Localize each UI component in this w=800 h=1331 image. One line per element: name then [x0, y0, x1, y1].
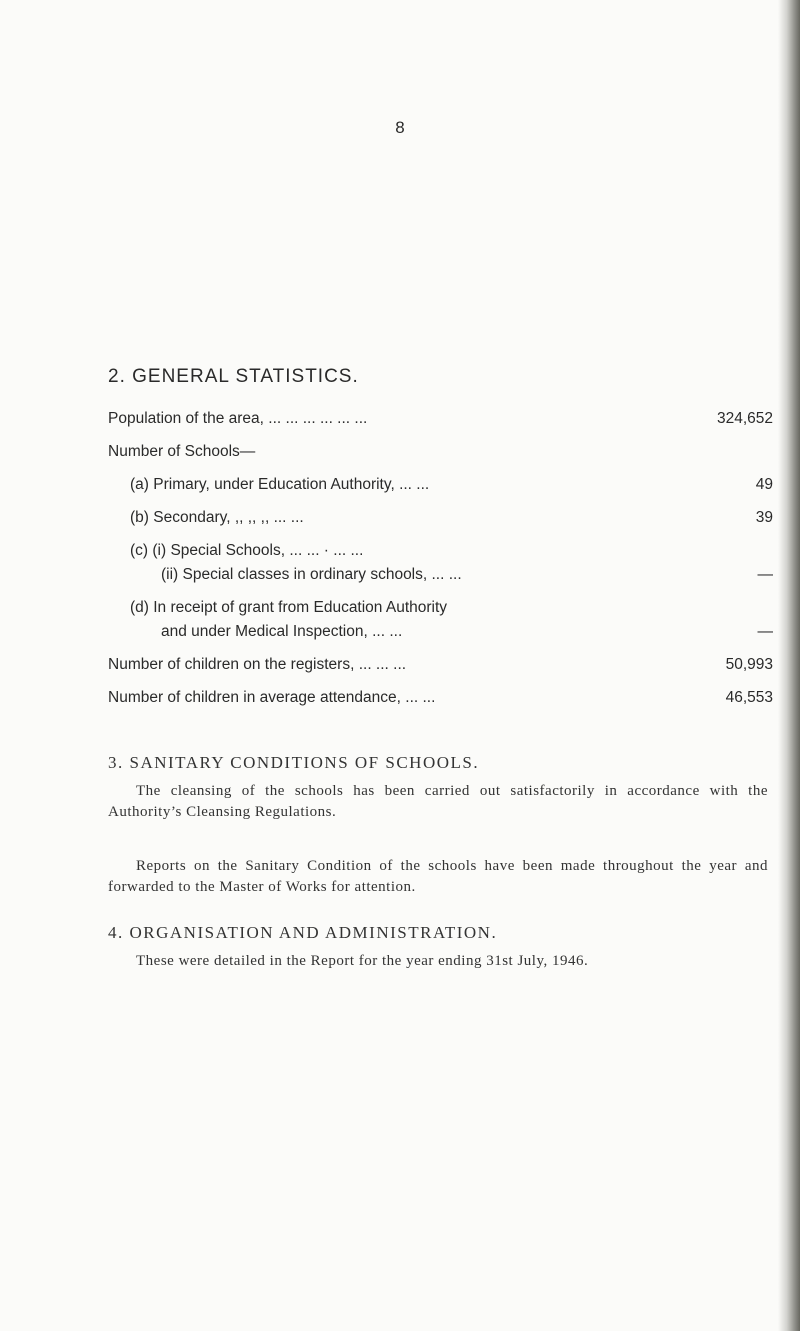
stats-row-number-of-schools: [108, 443, 773, 476]
row-value: 49: [755, 476, 773, 493]
row-value: 46,553: [725, 689, 773, 706]
page-number: 8: [395, 118, 405, 137]
row-label: (b) Secondary, ,, ,, ,, ... ...: [130, 509, 304, 526]
stats-row-special-schools: [108, 542, 773, 566]
row-label: (d) In receipt of grant from Education Authority: [130, 599, 448, 616]
row-label: Number of children in average attendance, ... ...: [108, 689, 436, 706]
organisation-paragraph: These were detailed in the Report for the year ending 31st July, 1946.: [136, 953, 589, 969]
row-value: —: [757, 566, 773, 583]
row-value: 39: [755, 509, 773, 526]
page-edge-shadow: [778, 0, 800, 1331]
stats-row-primary: [108, 476, 773, 509]
row-label: Number of Schools—: [108, 443, 256, 460]
row-value: 50,993: [725, 656, 773, 673]
stats-row-special-classes: [108, 566, 773, 599]
general-statistics-table: [108, 410, 773, 722]
stats-row-attendance: [108, 689, 773, 722]
row-label: (ii) Special classes in ordinary schools, ... ...: [161, 566, 462, 583]
stats-row-registers: [108, 656, 773, 689]
reports-paragraph: Reports on the Sanitary Condition of the schools have been made throughout the year and forwarded to the Master of Works for attention.: [108, 858, 768, 895]
stats-row-grant-receipt: [108, 599, 773, 623]
stats-row-secondary: [108, 509, 773, 542]
row-value: —: [757, 623, 773, 640]
row-value: 324,652: [716, 410, 773, 427]
row-label: Population of the area, ... ... ... ... ... ...: [108, 410, 368, 427]
sanitary-conditions-heading: 3. SANITARY CONDITIONS OF SCHOOLS.: [108, 753, 480, 772]
row-label: (c) (i) Special Schools, ... ... · ... ...: [130, 542, 364, 559]
cleansing-paragraph: The cleansing of the schools has been carried out satisfactorily in accordance with the Authority’s Cleansing Regulations.: [108, 783, 768, 820]
row-label: Number of children on the registers, ... ... ...: [108, 656, 407, 673]
row-label: and under Medical Inspection, ... ...: [161, 623, 403, 640]
stats-row-medical-inspection: [108, 623, 773, 656]
stats-row-population: [108, 410, 773, 443]
row-label: (a) Primary, under Education Authority, ... ...: [130, 476, 430, 493]
organisation-heading: 4. ORGANISATION AND ADMINISTRATION.: [108, 923, 498, 942]
general-statistics-heading: 2. GENERAL STATISTICS.: [108, 366, 359, 387]
